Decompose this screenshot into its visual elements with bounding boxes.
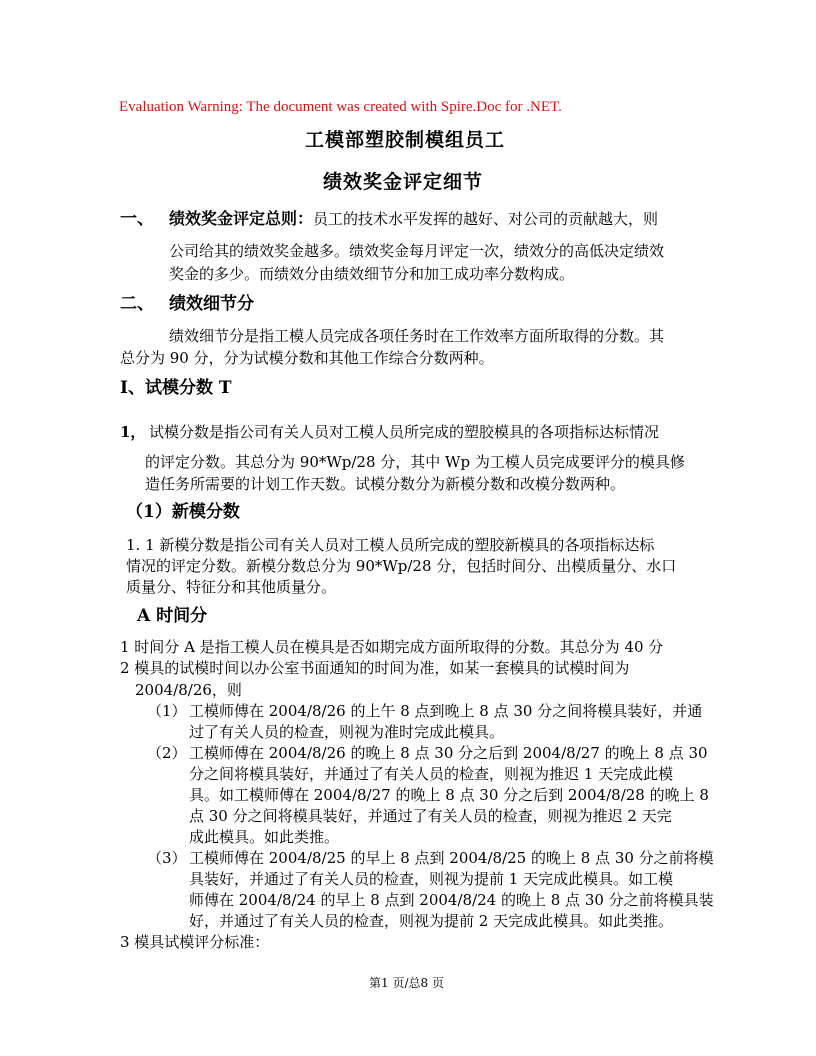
section-1-line-1-text: 员工的技术水平发挥的越好、对公司的贡献越大，则 <box>313 210 659 228</box>
time-score-line-1: 1 时间分 A 是指工模人员在模具是否如期完成方面所取得的分数。其总分为 40 分 <box>120 638 664 656</box>
section-i-heading: I、试模分数 T <box>120 378 232 398</box>
item-2-line-2: 分之间将模具装好，并通过了有关人员的检查，则视为推迟 1 天完成此模 <box>189 765 674 783</box>
item-3-line-2: 具装好，并通过了有关人员的检查，则视为提前 1 天完成此模具。如工模 <box>189 870 674 888</box>
paragraph-1-line-3: 造任务所需要的计划工作天数。试模分数分为新模分数和改模分数两种。 <box>145 475 626 493</box>
section-1-line-3: 奖金的多少。而绩效分由绩效细节分和加工成功率分数构成。 <box>169 265 575 283</box>
section-2-number: 二、 <box>120 294 154 314</box>
item-2-line-3: 具。如工模师傅在 2004/8/27 的晚上 8 点 30 分之后到 2004/8/28 的晚上 8 <box>189 786 709 804</box>
section-1-line-1 <box>169 209 658 229</box>
page-footer: 第1 页/总8 页 <box>369 976 444 990</box>
section-1-line-2: 公司给其的绩效奖金越多。绩效奖金每月评定一次，绩效分的高低决定绩效 <box>169 242 665 260</box>
item-3-line-4: 好，并通过了有关人员的检查，则视为提前 2 天完成此模具。如此类推。 <box>189 912 674 930</box>
item-3-line-1: 工模师傅在 2004/8/25 的早上 8 点到 2004/8/25 的晚上 8 点 30 分之前将模 <box>189 849 714 867</box>
new-mold-line-2: 情况的评定分数。新模分数总分为 90*Wp/28 分，包括时间分、出模质量分、水口 <box>126 557 677 575</box>
item-1-line-2: 过了有关人员的检查，则视为准时完成此模具。 <box>189 723 505 741</box>
paragraph-1-line-1: 试模分数是指公司有关人员对工模人员所完成的塑胶模具的各项指标达标情况 <box>149 423 660 441</box>
new-mold-line-1: 1. 1 新模分数是指公司有关人员对工模人员所完成的塑胶新模具的各项指标达标 <box>126 536 655 554</box>
section-2-heading: 绩效细节分 <box>169 294 254 314</box>
criteria-line: 3 模具试模评分标准： <box>120 933 270 951</box>
section-2-line-2: 总分为 90 分，分为试模分数和其他工作综合分数两种。 <box>120 349 494 367</box>
item-2-line-1: 工模师傅在 2004/8/26 的晚上 8 点 30 分之后到 2004/8/27 的晚上 8 点 30 <box>189 744 708 762</box>
new-mold-line-3: 质量分、特征分和其他质量分。 <box>126 578 337 596</box>
section-2-line-1: 绩效细节分是指工模人员完成各项任务时在工作效率方面所取得的分数。其 <box>169 327 665 345</box>
time-score-line-2: 2 模具的试模时间以办公室书面通知的时间为准，如某一套模具的试模时间为 <box>120 659 630 677</box>
section-1-number: 一、 <box>120 209 154 229</box>
new-mold-heading: （1）新模分数 <box>126 502 240 522</box>
time-score-line-3: 2004/8/26，则 <box>135 681 242 699</box>
paragraph-1-line-2: 的评定分数。其总分为 90*Wp/28 分，其中 Wp 为工模人员完成要评分的模具修 <box>145 453 685 471</box>
item-1-number: （1） <box>147 702 187 720</box>
item-2-line-5: 成此模具。如此类推。 <box>189 828 340 846</box>
document-title-line-1: 工模部塑胶制模组员工 <box>305 129 506 151</box>
item-3-number: （3） <box>147 849 187 867</box>
item-3-line-3: 师傅在 2004/8/24 的早上 8 点到 2004/8/24 的晚上 8 点 30 分之前将模具装 <box>189 891 714 909</box>
evaluation-warning: Evaluation Warning: The document was created with Spire.Doc for .NET. <box>119 99 562 115</box>
paragraph-1-number: 1， <box>120 423 146 441</box>
item-2-line-4: 点 30 分之间将模具装好，并通过了有关人员的检查，则视为推迟 2 天完 <box>189 807 672 825</box>
document-title-line-2: 绩效奖金评定细节 <box>323 171 484 193</box>
time-score-heading: A 时间分 <box>137 606 208 626</box>
section-1-heading: 绩效奖金评定总则： <box>169 209 314 228</box>
item-2-number: （2） <box>147 744 187 762</box>
item-1-line-1: 工模师傅在 2004/8/26 的上午 8 点到晚上 8 点 30 分之间将模具装好，并通 <box>189 702 703 720</box>
